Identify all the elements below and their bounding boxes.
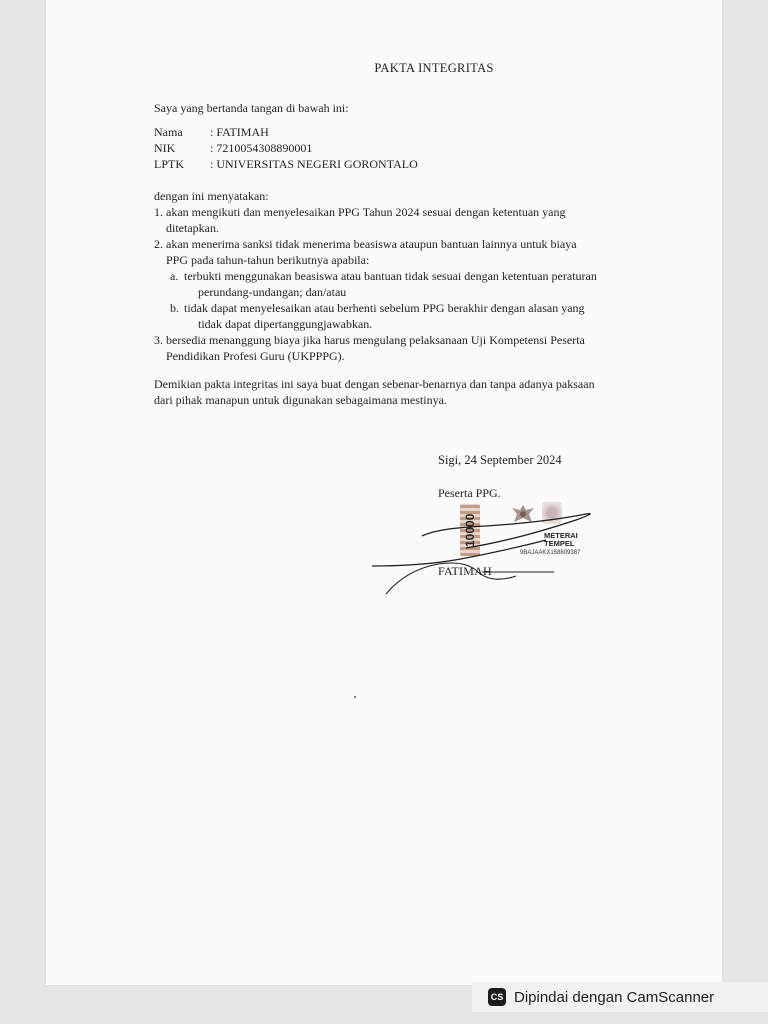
garuda-emblem-icon bbox=[508, 502, 538, 530]
meterai-stamp bbox=[460, 500, 581, 568]
list-item-number: 1. bbox=[154, 205, 163, 219]
document-title: PAKTA INTEGRITAS bbox=[374, 61, 494, 75]
identity-value: : UNIVERSITAS NEGERI GORONTALO bbox=[210, 157, 418, 171]
scan-speck bbox=[354, 696, 356, 698]
signer-name: FATIMAH bbox=[438, 564, 492, 578]
list-item-text: bersedia menanggung biaya jika harus mengulang pelaksanaan Uji Kompetensi Peserta bbox=[166, 333, 585, 347]
list-item bbox=[154, 332, 654, 364]
identity-row-name bbox=[154, 124, 418, 140]
list-item bbox=[154, 204, 654, 236]
identity-label: Nama bbox=[154, 125, 183, 139]
identity-row-lptk bbox=[154, 156, 418, 172]
sub-list-item-letter: a. bbox=[170, 269, 179, 283]
stamp-value: 10000 bbox=[463, 513, 477, 547]
signer-role: Peserta PPG. bbox=[438, 486, 501, 500]
identity-value: : 7210054308890001 bbox=[210, 141, 313, 155]
intro-text: Saya yang bertanda tangan di bawah ini: bbox=[154, 101, 349, 115]
list-item-text: PPG pada tahun-tahun berikutnya apabila: bbox=[166, 253, 370, 267]
stamp-label-line: TEMPEL bbox=[544, 539, 575, 548]
sub-list-item-text: perundang-undangan; dan/atau bbox=[198, 285, 347, 299]
list-item-text: akan mengikuti dan menyelesaikan PPG Tahun 2024 sesuai dengan ketentuan yang bbox=[166, 205, 566, 219]
camscanner-watermark bbox=[472, 982, 768, 1012]
camscanner-logo-icon: CS bbox=[488, 988, 506, 1006]
identity-row-nik bbox=[154, 140, 418, 156]
place-date: Sigi, 24 September 2024 bbox=[438, 453, 562, 467]
list-item-text: Pendidikan Profesi Guru (UKPPPG). bbox=[166, 349, 345, 363]
list-item-number: 2. bbox=[154, 237, 163, 251]
sub-list-item-text: terbukti menggunakan beasiswa atau bantuan tidak sesuai dengan ketentuan peraturan bbox=[184, 269, 597, 283]
closing-text: Demikian pakta integritas ini saya buat dengan sebenar-benarnya dan tanpa adanya paksaan bbox=[154, 377, 595, 391]
identity-label: LPTK bbox=[154, 157, 184, 171]
identity-label: NIK bbox=[154, 141, 176, 155]
sub-list-item-text: tidak dapat menyelesaikan atau berhenti sebelum PPG berakhir dengan alasan yang bbox=[184, 301, 585, 315]
declaration-list bbox=[154, 204, 654, 364]
stamp-label bbox=[544, 532, 578, 548]
list-item-text: ditetapkan. bbox=[166, 221, 219, 235]
list-item-text: akan menerima sanksi tidak menerima beasiswa ataupun bantuan lainnya untuk biaya bbox=[166, 237, 577, 251]
list-item bbox=[154, 236, 654, 268]
list-item-number: 3. bbox=[154, 333, 163, 347]
identity-block bbox=[154, 124, 418, 172]
sub-list-item-letter: b. bbox=[170, 301, 179, 315]
stamp-hologram bbox=[542, 502, 562, 524]
sub-list-item-text: tidak dapat dipertanggungjawabkan. bbox=[198, 317, 373, 331]
camscanner-text: Dipindai dengan CamScanner bbox=[514, 988, 715, 1006]
sub-list-item bbox=[170, 300, 654, 332]
declaration-text: dengan ini menyatakan: bbox=[154, 189, 269, 203]
stamp-label-line: METERAI bbox=[544, 531, 578, 540]
closing-text: dari pihak manapun untuk digunakan sebagaimana mestinya. bbox=[154, 393, 447, 407]
identity-value: : FATIMAH bbox=[210, 125, 269, 139]
document-page bbox=[46, 0, 722, 985]
closing-paragraph bbox=[154, 376, 654, 408]
stamp-serial: 9BAJAAKX158809387 bbox=[520, 550, 581, 556]
sub-list-item bbox=[170, 268, 654, 300]
